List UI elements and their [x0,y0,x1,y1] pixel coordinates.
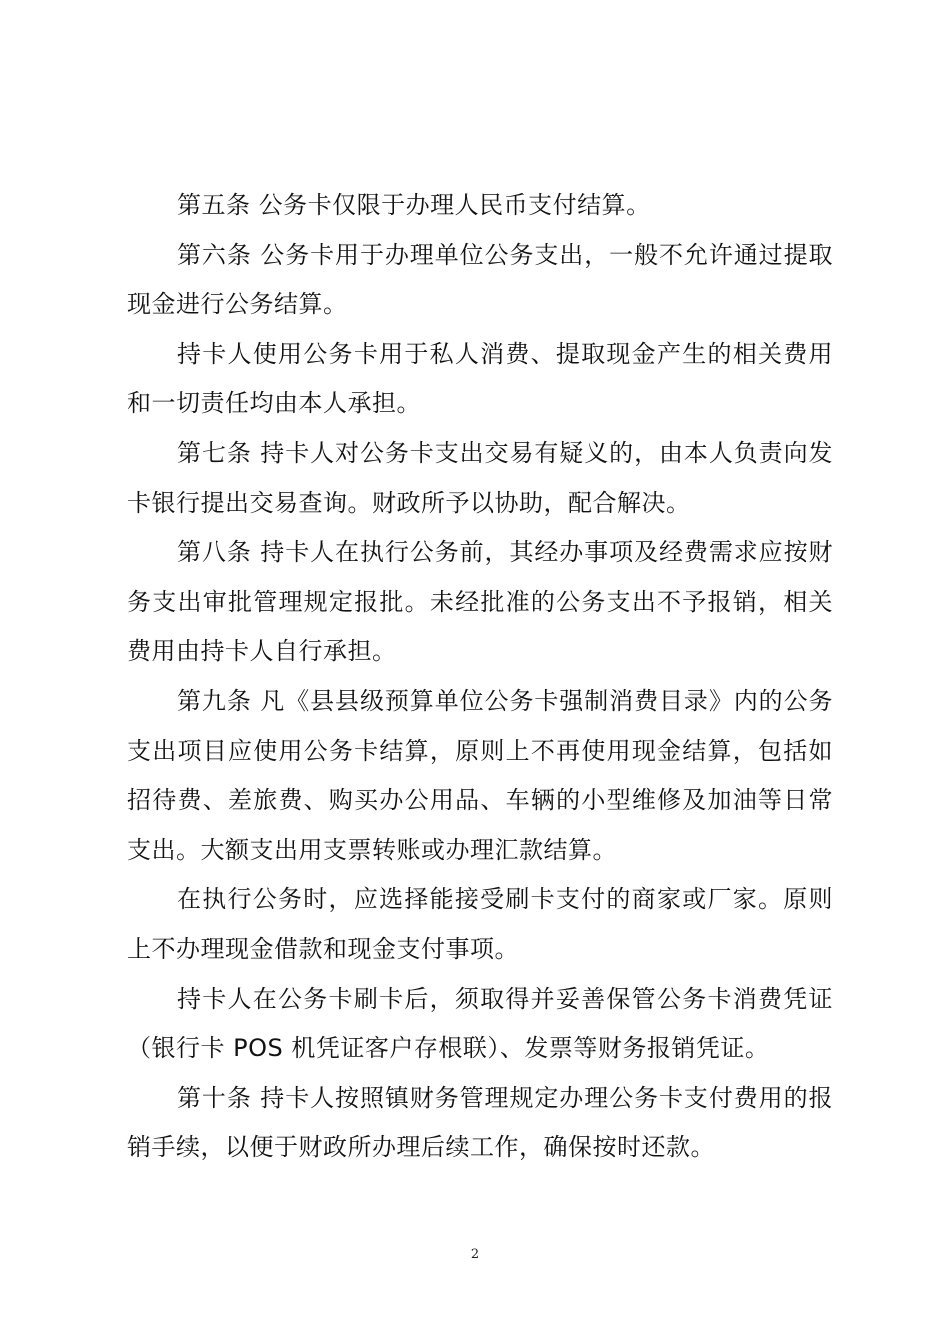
article-9-paragraph: 第九条 凡《县县级预算单位公务卡强制消费目录》内的公务支出项目应使用公务卡结算，原则上不再使用现金结算，包括如招待费、差旅费、购买办公用品、车辆的小型维修及加油等日常支出。大额支出用支票转账或办理汇款结算。 [127,686,833,864]
article-5-paragraph: 第五条 公务卡仅限于办理人民币支付结算。 [177,191,651,219]
article-9-merchant-paragraph: 在执行公务时，应选择能接受刷卡支付的商家或厂家。原则上不办理现金借款和现金支付事项。 [127,885,833,963]
document-body [127,181,833,1173]
article-9-voucher-paragraph: 持卡人在公务卡刷卡后，须取得并妥善保管公务卡消费凭证（银行卡 POS 机凭证客户存根联）、发票等财务报销凭证。 [127,984,833,1063]
article-6-paragraph: 第六条 公务卡用于办理单位公务支出，一般不允许通过提取现金进行公务结算。 [127,240,833,319]
article-6-cardholder-liability-paragraph: 持卡人使用公务卡用于私人消费、提取现金产生的相关费用和一切责任均由本人承担。 [127,339,833,418]
article-10-paragraph: 第十条 持卡人按照镇财务管理规定办理公务卡支付费用的报销手续，以便于财政所办理后续工作，确保按时还款。 [127,1083,833,1162]
page-number: 2 [470,1247,480,1262]
article-8-paragraph: 第八条 持卡人在执行公务前，其经办事项及经费需求应按财务支出审批管理规定报批。未经批准的公务支出不予报销，相关费用由持卡人自行承担。 [127,538,833,666]
article-7-paragraph: 第七条 持卡人对公务卡支出交易有疑义的，由本人负责向发卡银行提出交易查询。财政所予以协助，配合解决。 [127,438,833,517]
